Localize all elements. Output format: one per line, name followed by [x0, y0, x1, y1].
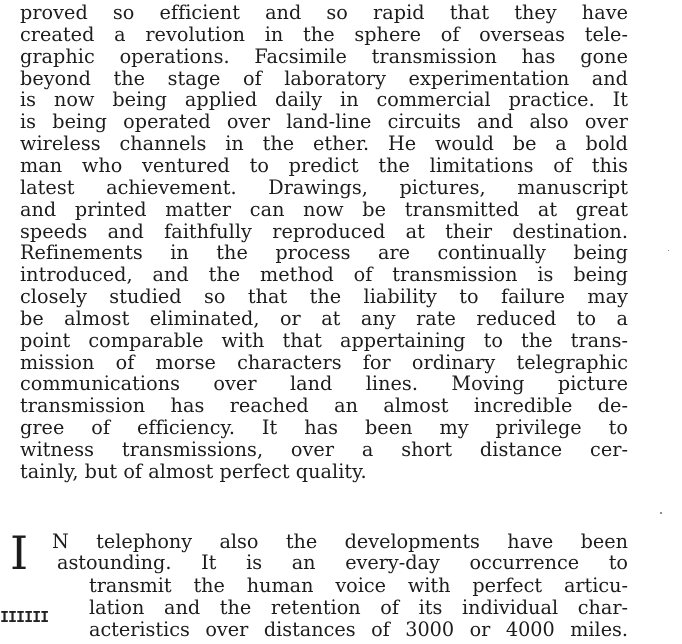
- paragraph-2-line-4: lation and the retention of its individual char-: [89, 596, 628, 619]
- paragraph-1-line: beyond the stage of laboratory experimentation and: [20, 66, 628, 90]
- paragraph-1-line: speeds and faithfully reproduced at their destination.: [20, 219, 628, 243]
- paragraph-1-line: transmission has reached an almost incredible de-: [20, 394, 628, 418]
- paragraph-2-line-1: N telephony also the developments have been: [52, 530, 628, 553]
- paragraph-1-line: introduced, and the method of transmission is being: [20, 263, 628, 287]
- scan-speck: [660, 512, 662, 514]
- paragraph-1-line: communications over land lines. Moving picture: [20, 372, 628, 396]
- paragraph-1-line: is being operated over land-line circuits and also over: [20, 110, 628, 134]
- paragraph-1-line: be almost eliminated, or at any rate reduced to a: [20, 306, 628, 330]
- paragraph-1-line: mission of morse characters for ordinary telegraphic: [20, 350, 628, 374]
- paragraph-1-line: proved so efficient and so rapid that they have: [20, 1, 628, 24]
- paragraph-2-line-5: acteristics over distances of 3000 or 4000 miles.: [89, 618, 628, 641]
- paragraph-1-line: wireless channels in the ether. He would be a bold: [20, 132, 628, 156]
- scan-speck: [668, 250, 669, 251]
- paragraph-2-line-2: astounding. It is an every-day occurrence to: [57, 551, 628, 574]
- paragraph-1-line: created a revolution in the sphere of overseas tele-: [20, 22, 628, 46]
- paragraph-1-line: is now being applied daily in commercial practice. It: [20, 88, 628, 112]
- paragraph-1-line: tainly, but of almost perfect quality.: [20, 459, 367, 483]
- paragraph-1-line: latest achievement. Drawings, pictures, manuscript: [20, 175, 628, 199]
- paragraph-1-line: graphic operations. Facsimile transmission has gone: [20, 44, 628, 68]
- paragraph-1-line: gree of efficiency. It has been my privilege to: [20, 416, 628, 440]
- paragraph-1-line: and printed matter can now be transmitted at great: [20, 197, 628, 221]
- paragraph-1-line: point comparable with that appertaining to the trans-: [20, 328, 628, 352]
- margin-mark: IIIIII: [0, 608, 49, 626]
- paragraph-2-line-3: transmit the human voice with perfect articu-: [89, 574, 628, 597]
- paragraph-1-line: man who ventured to predict the limitations of this: [20, 153, 628, 177]
- paragraph-1-line: Refinements in the process are continually being: [20, 241, 628, 265]
- paragraph-1-line: witness transmissions, over a short distance cer-: [20, 438, 628, 461]
- drop-cap: I: [10, 526, 29, 580]
- paragraph-1-line: closely studied so that the liability to failure may: [20, 285, 628, 309]
